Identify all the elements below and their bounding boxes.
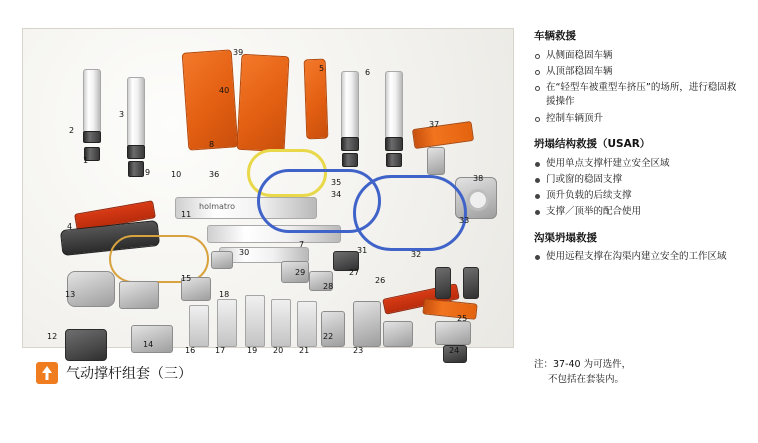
part-number-8: 8 <box>209 140 215 149</box>
part-number-13: 13 <box>65 290 76 299</box>
lifting-bag-2 <box>237 54 290 152</box>
part-number-40: 40 <box>219 86 230 95</box>
regulator-32 <box>435 267 451 299</box>
part-number-26: 26 <box>375 276 386 285</box>
part-number-6: 6 <box>365 68 371 77</box>
part-number-16: 16 <box>185 346 196 355</box>
part-number-9: 9 <box>145 168 151 177</box>
part-number-3: 3 <box>119 110 125 119</box>
footnote-line-2: 不包括在套装内。 <box>548 373 625 385</box>
pump-hose <box>109 235 209 283</box>
accessory-17 <box>217 299 237 347</box>
arrow-up-icon <box>36 362 58 384</box>
list-item: 使用单点支撑杆建立安全区域 <box>534 157 744 171</box>
part-number-15: 15 <box>181 274 192 283</box>
strut-cylinder-4 <box>385 71 403 139</box>
part-number-25: 25 <box>457 314 468 323</box>
section-title: 沟渠坍塌救援 <box>534 231 597 244</box>
part-number-37: 37 <box>429 120 440 129</box>
accessory-11 <box>211 251 233 269</box>
part-number-19: 19 <box>247 346 258 355</box>
right-column <box>528 0 758 443</box>
accessory-16 <box>189 305 209 347</box>
part-number-17: 17 <box>215 346 226 355</box>
accessory-12 <box>65 329 107 361</box>
accessory-23 <box>383 321 413 347</box>
air-hose-blue-2 <box>353 175 470 251</box>
list-item: 使用远程支撑在沟渠内建立安全的工作区域 <box>534 250 744 264</box>
part-number-5: 5 <box>319 64 325 73</box>
strut-foot-2 <box>128 161 144 177</box>
coupler-25 <box>435 321 471 345</box>
part-number-34: 34 <box>331 190 342 199</box>
part-number-18: 18 <box>219 290 230 299</box>
part-number-11: 11 <box>181 210 192 219</box>
accessory-18 <box>245 295 265 347</box>
regulator-32b <box>463 267 479 299</box>
photo-background <box>23 29 513 355</box>
brand-label: holmatro <box>199 202 236 211</box>
list-item: 从侧面稳固车辆 <box>534 49 744 63</box>
part-number-39: 39 <box>233 48 244 57</box>
section-list <box>534 250 744 264</box>
part-number-1: 1 <box>83 156 89 165</box>
strut-cylinder-2 <box>127 77 145 147</box>
part-number-20: 20 <box>273 346 284 355</box>
strut-collar-4 <box>385 137 403 151</box>
part-number-22: 22 <box>323 332 334 341</box>
figure-caption-text: 气动撑杆组套（三） <box>66 366 192 382</box>
section-vehicle-rescue <box>534 30 744 126</box>
list-item: 门或窗的稳固支撑 <box>534 173 744 187</box>
part-number-38: 38 <box>473 174 484 183</box>
orange-connector <box>422 298 477 320</box>
part-number-7: 7 <box>299 240 305 249</box>
section-list <box>534 49 744 126</box>
lifting-bag-1 <box>182 49 239 150</box>
part-number-28: 28 <box>323 282 334 291</box>
part-number-24: 24 <box>449 346 460 355</box>
list-item: 从顶部稳固车辆 <box>534 65 744 79</box>
accessory-22 <box>353 301 381 347</box>
part-number-35: 35 <box>331 178 342 187</box>
lifting-bag-3 <box>304 59 329 140</box>
strut-collar-3 <box>341 137 359 151</box>
strut-foot-4 <box>386 153 402 167</box>
strut-foot-3 <box>342 153 358 167</box>
strut-collar-2 <box>127 145 145 159</box>
section-trench-rescue <box>534 232 744 265</box>
part-number-29: 29 <box>295 268 306 277</box>
part-number-10: 10 <box>171 170 182 179</box>
part-number-12: 12 <box>47 332 58 341</box>
orange-cylinder <box>412 121 474 149</box>
list-item: 顶升负载的后续支撑 <box>534 189 744 203</box>
part-number-36: 36 <box>209 170 220 179</box>
accessory-20 <box>297 301 317 347</box>
base-plate-38-hole <box>467 189 489 211</box>
strut-collar-1 <box>83 131 101 143</box>
accessory-13 <box>67 271 115 307</box>
section-title: 坍塌结构救援（USAR） <box>534 137 651 150</box>
part-number-14: 14 <box>143 340 154 349</box>
adapter-37 <box>427 147 445 175</box>
part-number-30: 30 <box>239 248 250 257</box>
part-number-33: 33 <box>459 216 470 225</box>
strut-cylinder-3 <box>341 71 359 139</box>
section-list <box>534 157 744 220</box>
part-number-31: 31 <box>357 246 368 255</box>
figure-caption <box>36 362 192 384</box>
accessory-14a <box>119 281 159 309</box>
footnote-line-1: 注：37-40 为可选件， <box>534 358 632 370</box>
section-usar <box>534 138 744 220</box>
part-number-27: 27 <box>349 268 360 277</box>
list-item: 在“轻型车被重型车挤压”的场所，进行稳固救援操作 <box>534 81 744 110</box>
product-photo <box>22 28 514 355</box>
strut-cylinder-1 <box>83 69 101 133</box>
part-number-32: 32 <box>411 250 422 259</box>
accessory-19 <box>271 299 291 347</box>
list-item: 控制车辆顶升 <box>534 112 744 126</box>
part-number-21: 21 <box>299 346 310 355</box>
footnote <box>534 357 631 387</box>
accessory-21 <box>321 311 345 347</box>
list-item: 支撑／顶举的配合使用 <box>534 205 744 219</box>
section-title: 车辆救援 <box>534 30 576 42</box>
part-number-4: 4 <box>67 222 73 231</box>
part-number-2: 2 <box>69 126 75 135</box>
part-number-23: 23 <box>353 346 364 355</box>
